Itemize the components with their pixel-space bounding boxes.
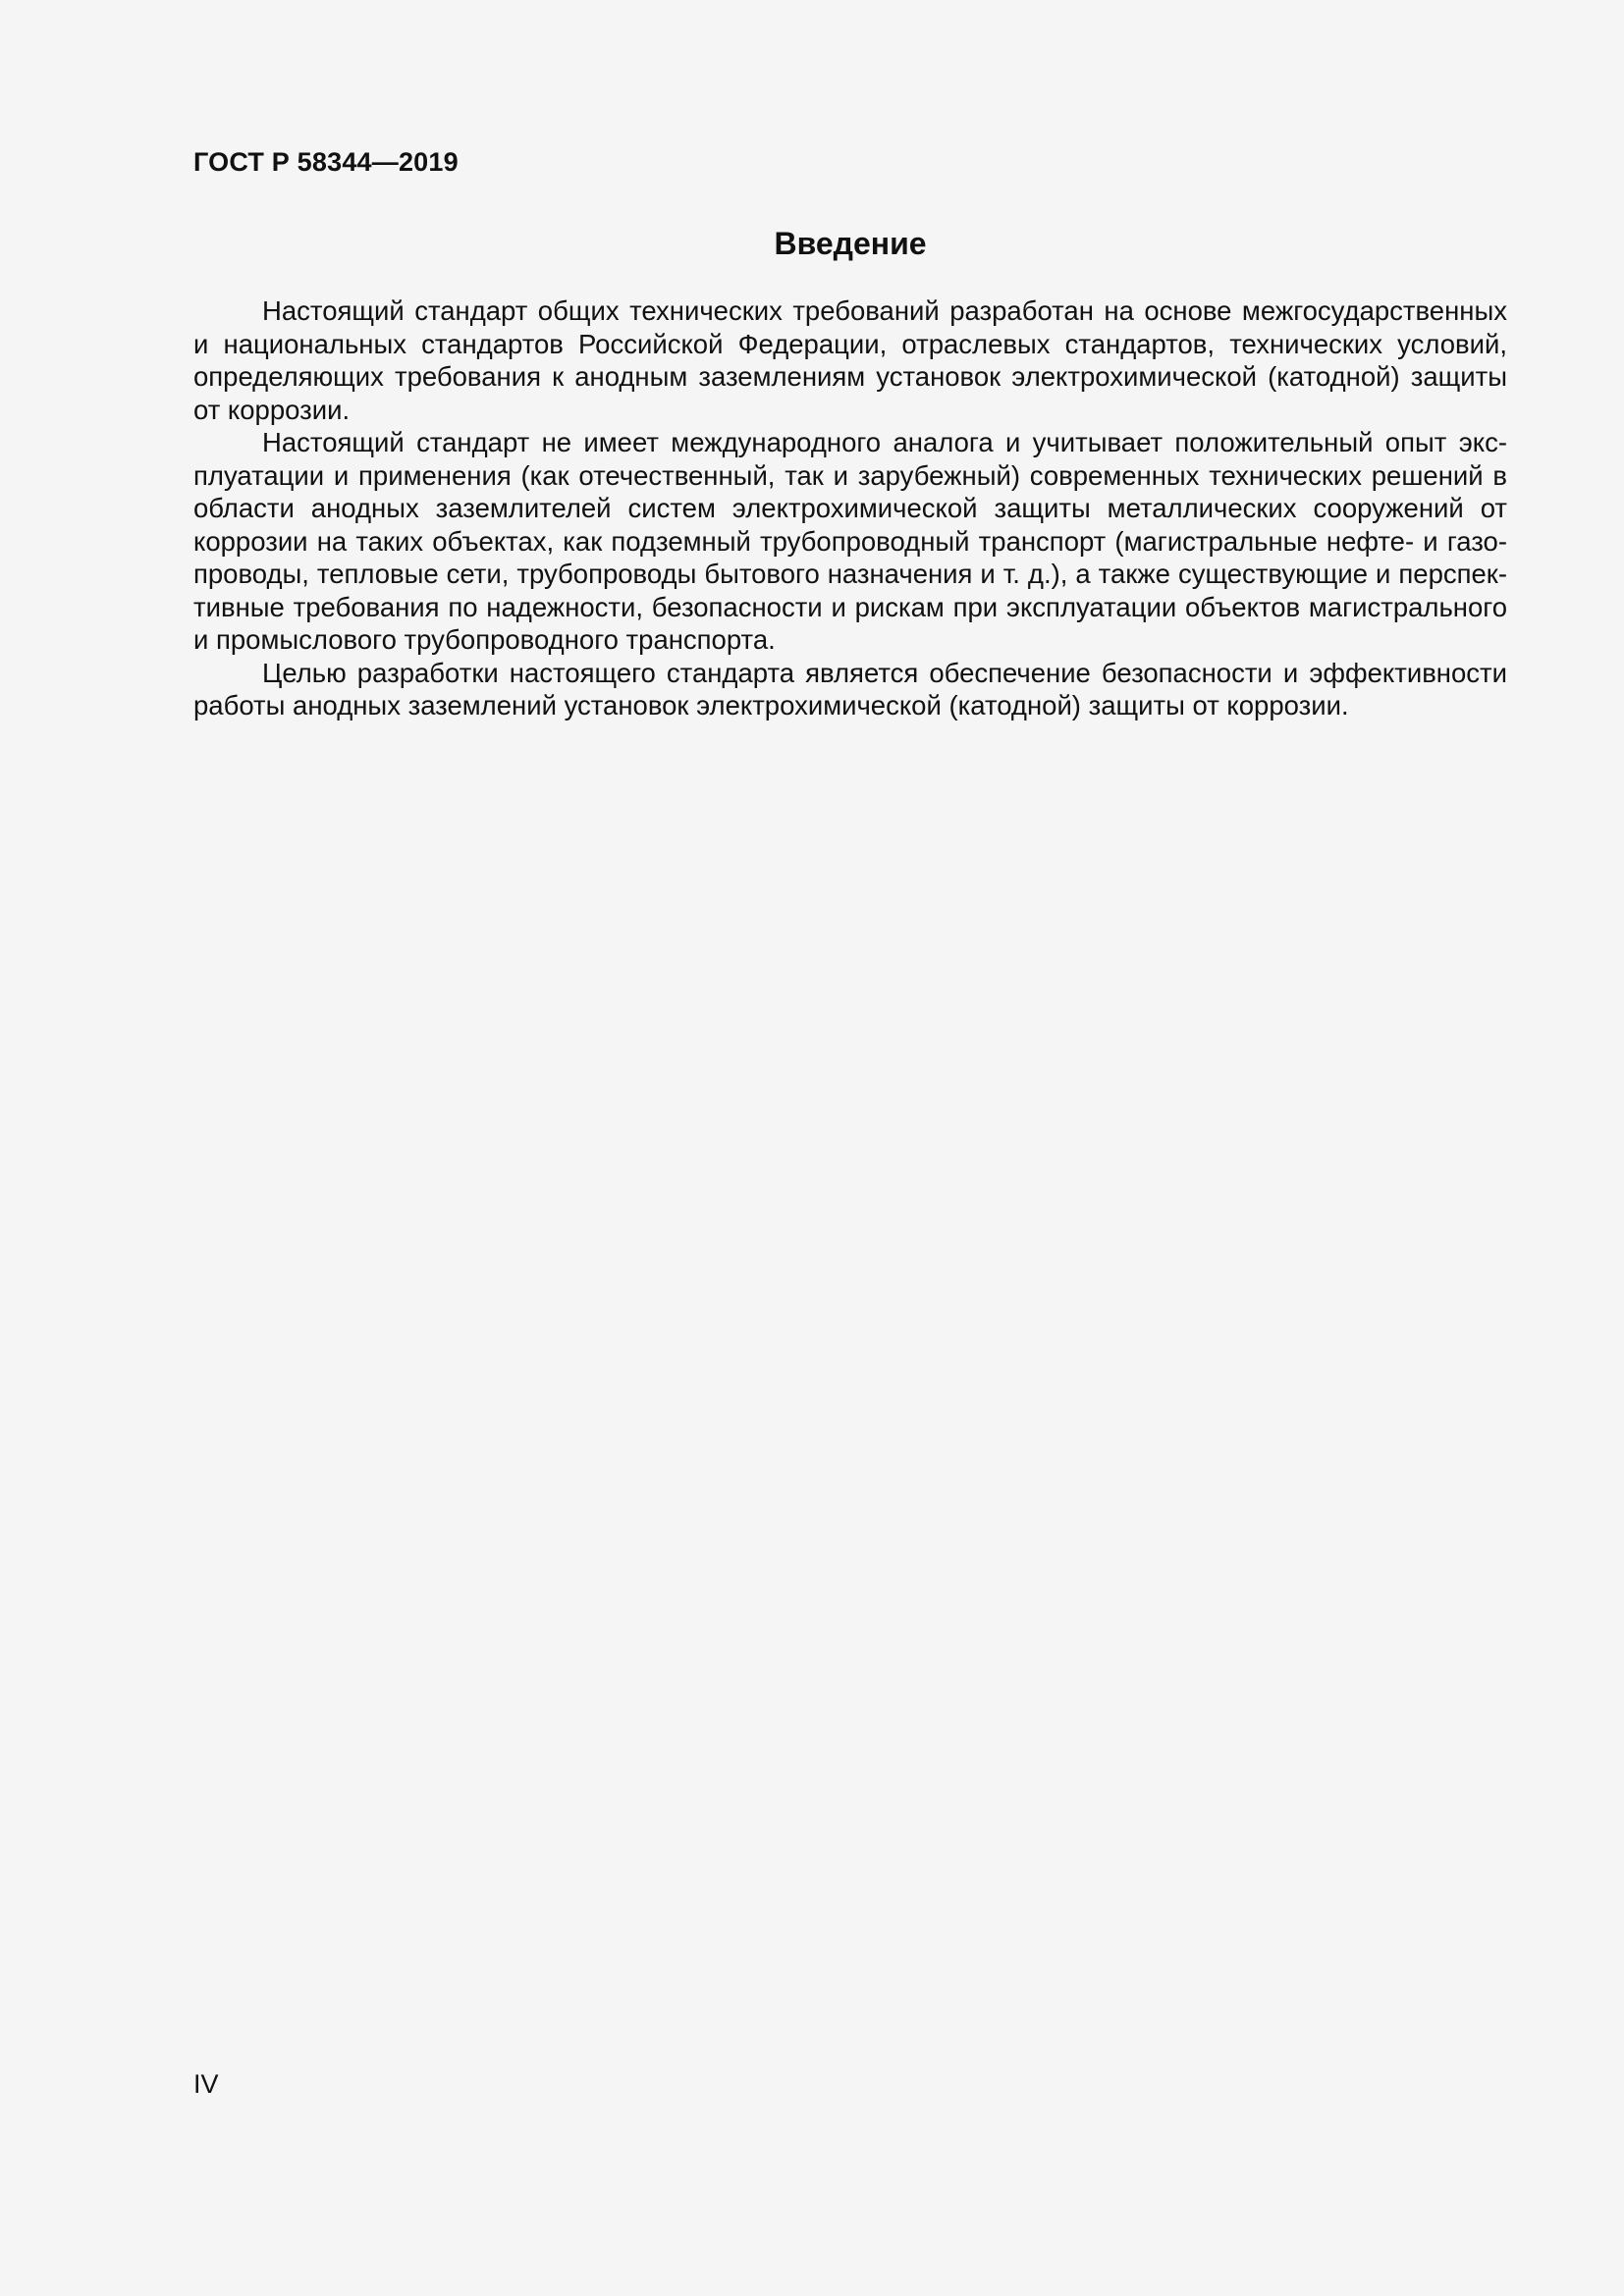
paragraph: Настоящий стандарт не имеет международного аналога и учитывает положительный опыт эксплуатации и применения (как отечественный, так и зарубежный) современных технических решений в области анодных заземлителей систем электрохимической защиты металлических сооружений от коррозии на таких объектах, как подземный трубопроводный транспорт (магистральные нефте- и газопроводы, тепловые сети, трубопроводы бытового назначения и т. д.), а также существующие и перспективные требования по надежности, безопасности и рискам при эксплуатации объектов магистрального и промыслового трубопроводного транспорта.	[193, 427, 1507, 655]
section-title: Введение	[774, 226, 927, 261]
paragraph: Целью разработки настоящего стандарта является обеспечение безопасности и эффективности работы анодных заземлений установок электрохимической (катодной) защиты от коррозии.	[193, 657, 1507, 721]
body-text	[193, 294, 1507, 722]
paragraph: Настоящий стандарт общих технических требований разработан на основе межгосударственных и национальных стандартов Российской Федерации, отраслевых стандартов, технических условий, определяющих требования к анодным заземлениям установок электрохимической (катодной) защиты от коррозии.	[193, 295, 1507, 425]
page-number: IV	[193, 2069, 219, 2099]
document-code: ГОСТ Р 58344—2019	[193, 147, 459, 177]
